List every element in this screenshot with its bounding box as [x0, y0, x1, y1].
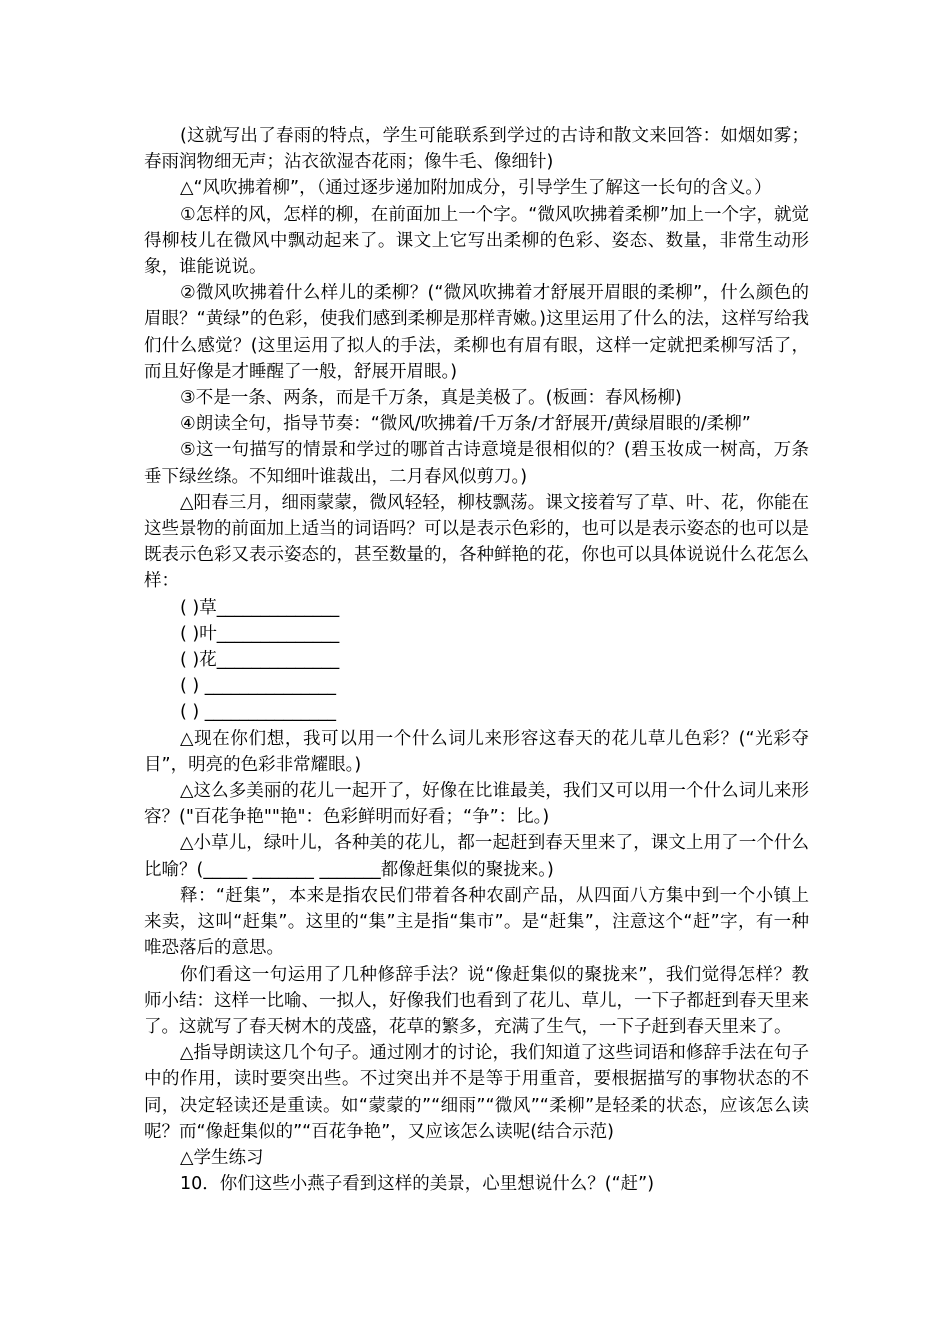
paragraph-student-practice: △学生练习: [180, 1147, 264, 1168]
paragraph-metaphor-question: △小草儿，绿叶儿，各种美的花儿，都一起赶到春天里来了，课文上用了一个什么比喻？(_____ _______ _______都像赶集似的聚拢来。): [144, 833, 809, 880]
fill-blank-extra-1: ( ) _______________: [180, 676, 337, 697]
paragraph-explain-market: 释：“赶集”，本来是指农民们带着各种农副产品，从四面八方集中到一个小镇上来卖，这叫“赶集”。这里的“集”主是指“集市”。是“赶集”，注意这个“赶”字，有一种唯恐落后的意思。: [144, 885, 809, 959]
paragraph-step-3: ③不是一条、两条，而是千万条，真是美极了。(板画：春风杨柳): [180, 388, 682, 409]
paragraph-rhetoric-summary: 你们看这一句运用了几种修辞手法？说“像赶集似的聚拢来”，我们觉得怎样？教师小结：这样一比喻、一拟人，好像我们也看到了花儿、草儿，一下子都赶到春天里来了。这就写了春天树木的茂盛，花草的繁多，充满了生气，一下子赶到春天里来了。: [144, 964, 809, 1037]
paragraph-reading-guidance: △指导朗读这几个句子。通过刚才的讨论，我们知道了这些词语和修辞手法在句子中的作用，读时要突出些。不过突出并不是等于用重音，要根据描写的事物状态的不同，决定轻读还是重读。如“蒙蒙的”“细雨”“微风”“柔柳”是轻柔的状态，应该怎么读呢？而“像赶集似的”“百花争艳”，又应该怎么读呢(结合示范): [144, 1043, 809, 1142]
fill-blank-flower: ( )花______________: [180, 650, 340, 671]
paragraph-describe-color: △现在你们想，我可以用一个什么词儿来形容这春天的花儿草儿色彩？(“光彩夺目”，明亮的色彩非常耀眼。): [144, 728, 809, 775]
document-body: [144, 123, 809, 1197]
fill-blank-list: [144, 595, 809, 726]
paragraph-step-1: ①怎样的风，怎样的柳，在前面加上一个字。“微风吹拂着柔柳”加上一个字，就觉得柳枝儿在微风中飘动起来了。课文上它写出柔柳的色彩、姿态、数量，非常生动形象，谁能说说。: [144, 204, 809, 278]
fill-blank-extra-2: ( ) _______________: [180, 702, 337, 723]
paragraph-step-2: ②微风吹拂着什么样儿的柔柳？(“微风吹拂着才舒展开眉眼的柔柳”，什么颜色的眉眼？“黄绿”的色彩，使我们感到柔柳是那样青嫩。)这里运用了什么的法，这样写给我们什么感觉？(这里运用了拟人的手法，柔柳也有眉有眼，这样一定就把柔柳写活了，而且好像是才睡醒了一般，舒展开眉眼。): [144, 283, 809, 382]
paragraph-step-5: ⑤这一句描写的情景和学过的哪首古诗意境是很相似的？(碧玉妆成一树高，万条垂下绿丝绦。不知细叶谁裁出，二月春风似剪刀。): [144, 440, 809, 487]
paragraph-wind-willow-intro: △“风吹拂着柳”，（通过逐步递加附加成分，引导学生了解这一长句的含义。）: [180, 178, 772, 199]
paragraph-step-4: ④朗读全句，指导节奏：“微风/吹拂着/千万条/才舒展开/黄绿眉眼的/柔柳”: [180, 414, 751, 435]
fill-blank-leaf: ( )叶______________: [180, 623, 340, 644]
paragraph-spring-rain-features: (这就写出了春雨的特点，学生可能联系到学过的古诗和散文来回答：如烟如雾；春雨润物细无声；沾衣欲湿杏花雨；像牛毛、像细针): [144, 126, 809, 173]
paragraph-flowers-compete: △这么多美丽的花儿一起开了，好像在比谁最美，我们又可以用一个什么词儿来形容？("百花争艳""艳"：色彩鲜明而好看；“争”：比。): [144, 781, 809, 828]
fill-blank-grass: ( )草______________: [180, 597, 340, 618]
paragraph-question-10: 10．你们这些小燕子看到这样的美景，心里想说什么？(“赶”): [180, 1174, 655, 1195]
paragraph-spring-march: △阳春三月，细雨蒙蒙，微风轻轻，柳枝飘荡。课文接着写了草、叶、花，你能在这些景物的前面加上适当的词语吗？可以是表示色彩的，也可以是表示姿态的也可以是既表示色彩又表示姿态的，甚至数量的，各种鲜艳的花，你也可以具体说说什么花怎么样：: [144, 492, 809, 592]
